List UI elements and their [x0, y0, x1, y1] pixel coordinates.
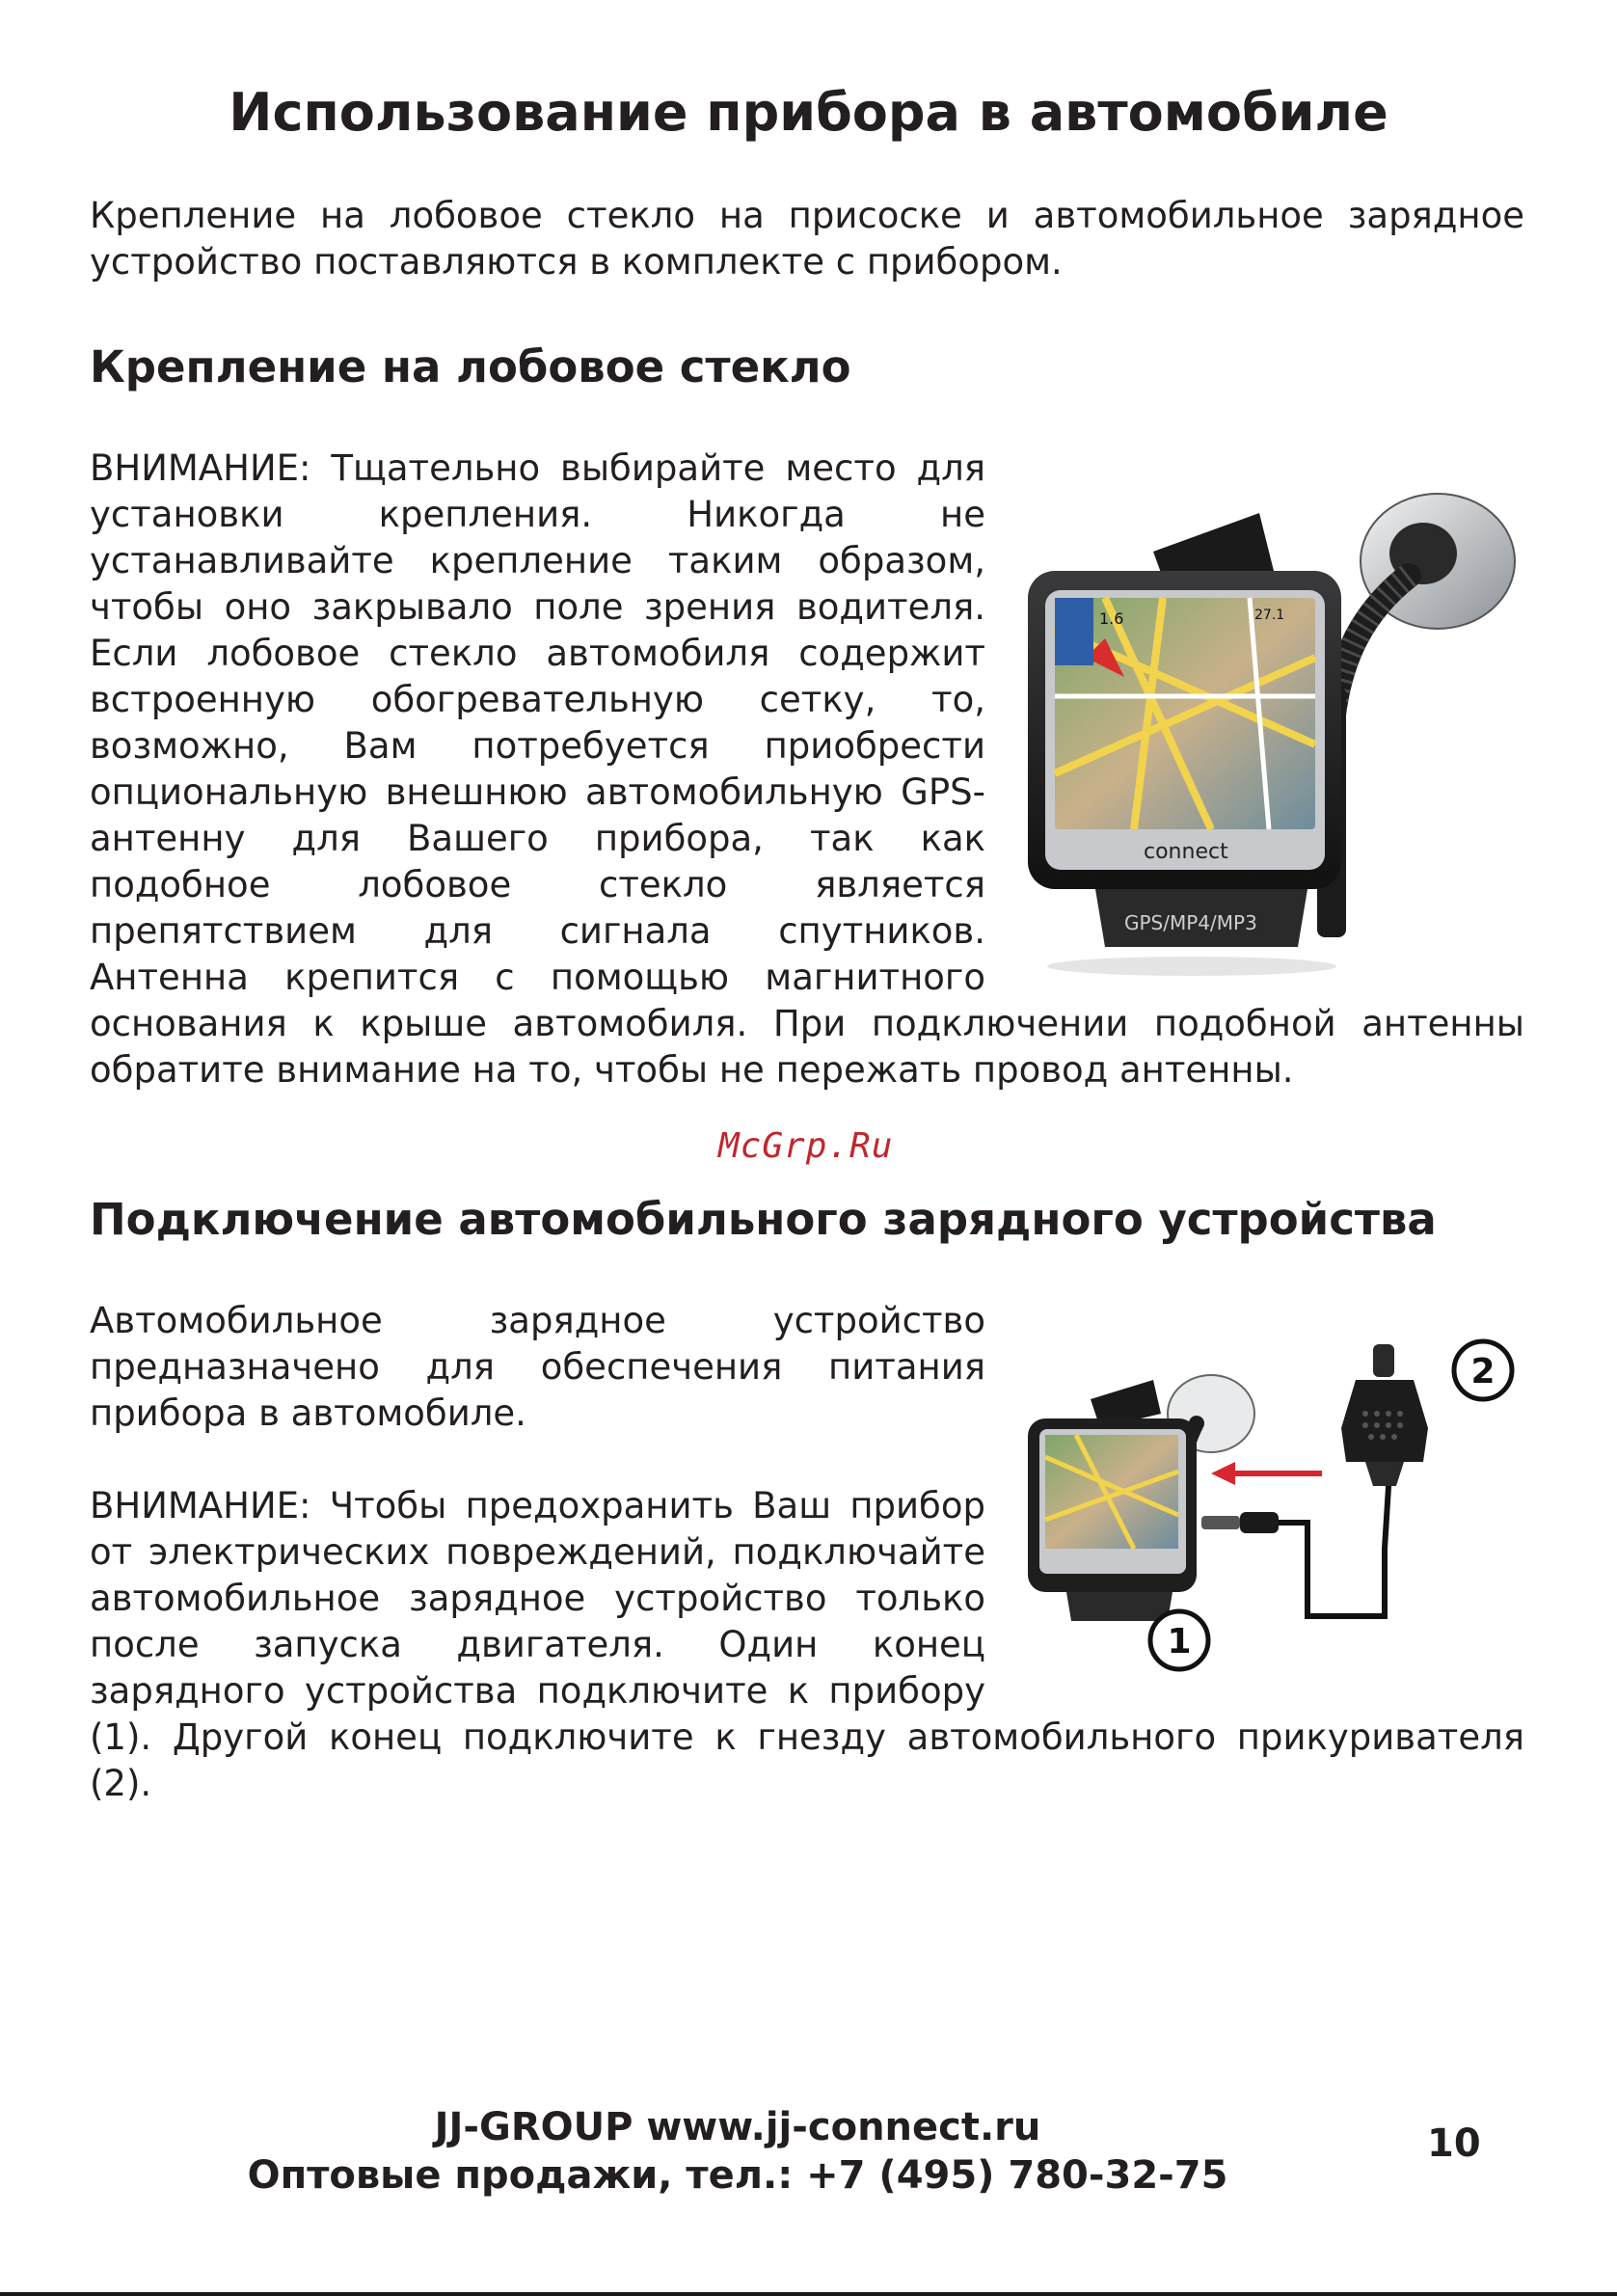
section1-body-text: ВНИМАНИЕ: Тщательно выбирайте место для установки крепления. Никогда не устанавливайте крепление таким образом, чтобы оно закрывало поле зрения водителя. Если лобовое стекло автомобиля содержит встроенную обогревательную сетку, то, возможно, Вам потребуется приобрести опциональную внешнюю автомобильную GPS-антенну для Вашего прибора, так как подобное лобовое стекло является препятствием для сигнала спутников. Антенна крепится с помощью магнитного основания к крыше автомобиля. При подключении подобной антенны обратите внимание на то, чтобы не пережать провод антенны.: [90, 447, 1524, 1091]
bottom-rule: [0, 2292, 1617, 2296]
intro-paragraph: Крепление на лобовое стекло на присоске и автомобильное зарядное устройство поставляются в комплекте с прибором.: [90, 195, 1524, 283]
device-plug: [1201, 1516, 1240, 1529]
page-number: 10: [1427, 2121, 1481, 2166]
dock-label: GPS/MP4/MP3: [1124, 911, 1257, 934]
map-distance-label: 27.1: [1254, 608, 1285, 623]
section1-body-block: [90, 446, 1524, 1094]
brand-logo-text: connect: [1144, 840, 1228, 864]
section-heading-car-charger: Подключение автомобильного зарядного устройства: [90, 1194, 1437, 1245]
gps-device-with-mount-illustration: [1018, 484, 1524, 986]
page-title: Использование прибора в автомобиле: [229, 82, 1388, 143]
small-device-screen: [1045, 1435, 1178, 1549]
footer-company-line: JJ-GROUP www.jj-connect.ru: [434, 2105, 1041, 2149]
section2-body-block: [90, 1298, 1524, 1807]
section2-paragraph-2: ВНИМАНИЕ: Чтобы предохранить Ваш прибор от электрических повреждений, подключайте автомобильное зарядное устройство только после запуска двигателя. Один конец зарядного устройства подключите к прибору (1). Другой конец подключите к гнезду автомобильного прикуривателя (2).: [90, 1485, 1524, 1804]
section-heading-windshield-mount: Крепление на лобовое стекло: [90, 341, 851, 392]
section2-paragraph-1: Автомобильное зарядное устройство предназначено для обеспечения питания прибора в автомобиле.: [90, 1300, 985, 1434]
callout-2-label: 2: [1470, 1352, 1496, 1391]
gps-device-photo: [1018, 484, 1524, 986]
watermark: McGrp.Ru: [718, 1126, 894, 1166]
lighter-adapter: [1341, 1380, 1428, 1462]
car-charger-illustration: [1018, 1327, 1524, 1713]
footer-phone-line: Оптовые продажи, тел.: +7 (495) 780-32-75: [247, 2153, 1228, 2198]
charger-cable: [1279, 1472, 1389, 1616]
charger-connection-diagram: [1018, 1327, 1524, 1713]
map-scale-label: 1.6: [1099, 609, 1124, 628]
callout-1-label: 1: [1167, 1622, 1192, 1661]
